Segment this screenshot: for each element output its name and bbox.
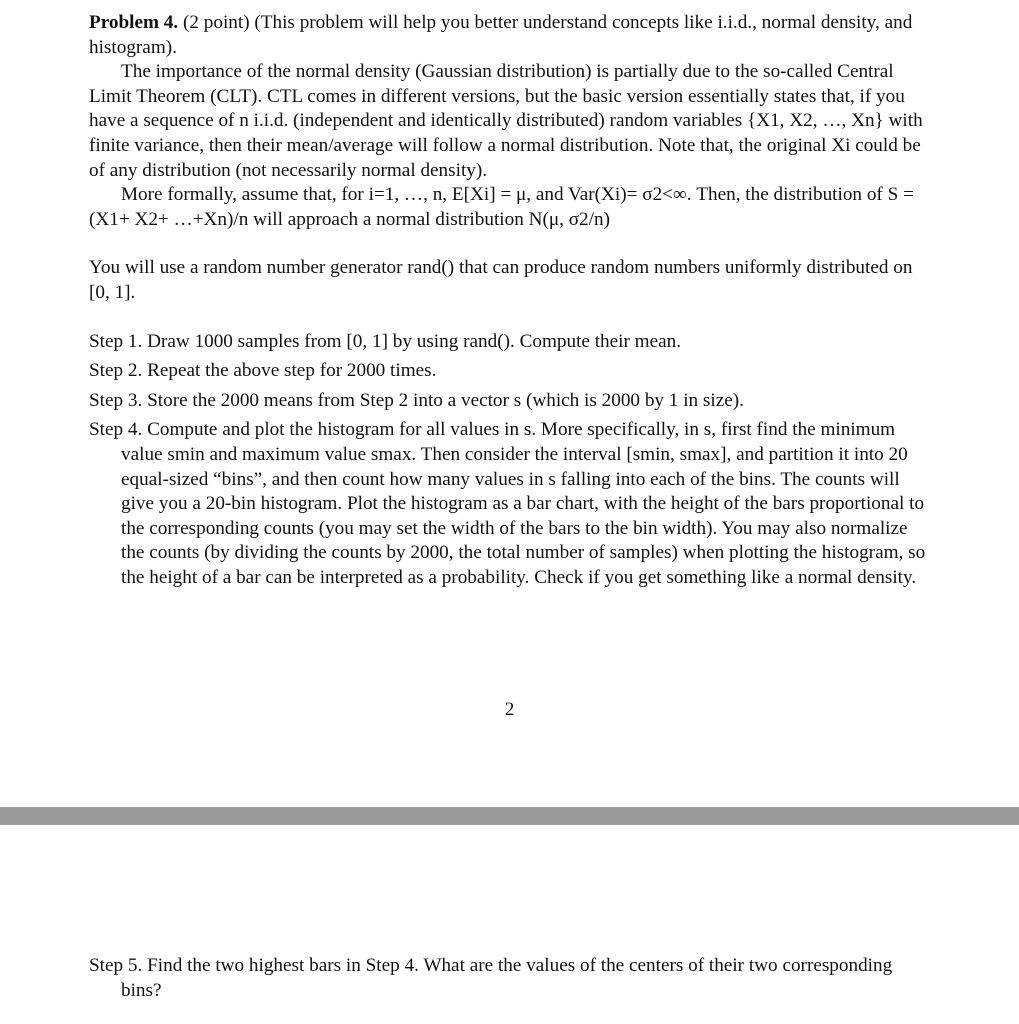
step-4: Step 4. Compute and plot the histogram for all values in s. More specifically, in s, first find the minimum value smin and maximum value smax. Then consider the interval [smin, smax], and partition it into 20 equal-sized “bins”, and then count how many values in s falling into each of the bins. The counts will give you a 20-bin histogram. Plot the histogram as a bar chart, with the height of the bars proportional to the corresponding counts (you may set the width of the bars to the bin width). You may also normalize the counts (by dividing the counts by 2000, the total number of samples) when plotting the histogram, so the height of a bar can be interpreted as a probability. Check if you get something like a normal density. (89, 419, 926, 588)
page-1-content (89, 11, 929, 595)
rand-paragraph: You will use a random number generator rand() that can produce random numbers uniformly distributed on [0, 1]. (89, 257, 913, 303)
problem-title: Problem 4. (89, 12, 179, 33)
page-2-content (89, 954, 929, 1003)
step-1: Step 1. Draw 1000 samples from [0, 1] by using rand(). Compute their mean. (89, 330, 682, 352)
formal-paragraph: More formally, assume that, for i=1, …, n, E[Xi] = μ, and Var(Xi)= σ2<∞. Then, the distribution of S = (X1+ X2+ …+Xn)/n will approach a normal distribution N(μ, σ2/n) (89, 184, 914, 230)
step-5: Step 5. Find the two highest bars in Step 4. What are the values of the centers of their two corresponding bins? (89, 955, 893, 1001)
clt-paragraph: The importance of the normal density (Gaussian distribution) is partially due to the so-called Central Limit Theorem (CLT). CTL comes in different versions, but the basic version essentially states that, if you have a sequence of n i.i.d. (independent and identically distributed) random variables {X1, X2, …, Xn} with finite variance, then their mean/average will follow a normal distribution. Note that, the original Xi could be of any distribution (not necessarily normal density). (89, 61, 923, 181)
problem-intro: (2 point) (This problem will help you better understand concepts like i.i.d., normal density, and histogram). (89, 12, 913, 58)
problem-header (89, 11, 929, 60)
step-3: Step 3. Store the 2000 means from Step 2 into a vector s (which is 2000 by 1 in size). (89, 389, 744, 411)
page-separator (0, 807, 1019, 825)
page-number: 2 (504, 699, 515, 720)
step-2: Step 2. Repeat the above step for 2000 times. (89, 360, 437, 382)
